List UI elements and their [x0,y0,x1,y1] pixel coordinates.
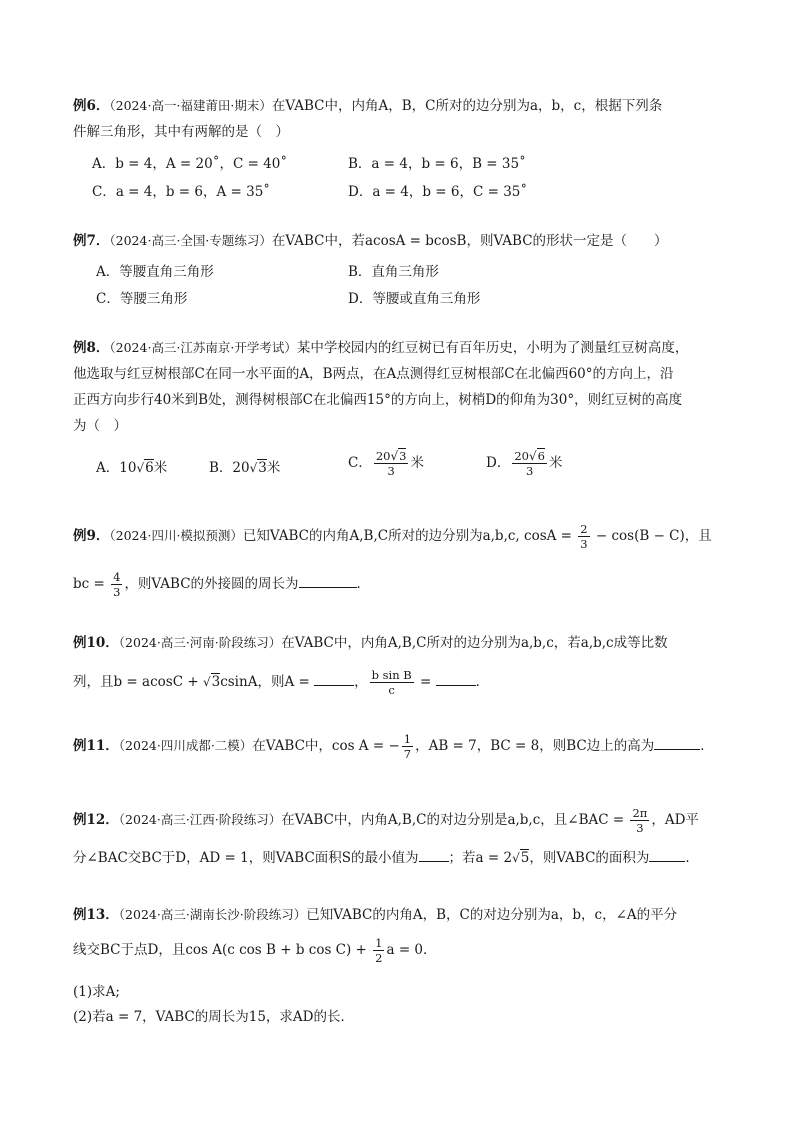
question-11-stem-2: ，AB = 7，BC = 8，则BC边上的高为 [415,738,655,754]
option-a-unit: 米 [153,460,168,476]
option-b-prefix: B． [209,460,233,476]
question-6-source: （2024·高一·福建莆田·期末） [109,98,272,113]
question-8-option-d[interactable] [486,449,562,478]
answer-blank[interactable] [299,573,357,588]
question-6-option-c[interactable]: C．a = 4，b = 6，A = 35˚ [92,184,271,200]
option-c-fraction [374,449,409,478]
option-d-prefix: D． [486,455,511,471]
fraction-denominator: 3 [580,537,588,551]
question-12-radicand: 5 [520,850,530,866]
question-10-stem-b4: = [415,674,436,690]
fraction-denominator: c [388,683,395,697]
question-6-stem-cont: 件解三角形，其中有两解的是（ ） [73,124,289,140]
question-7 [73,228,723,254]
question-7-source: （2024·高三·全国·专题练习） [109,233,272,248]
question-10-source: （2024·高三·河南·阶段练习） [118,635,282,650]
question-8-option-c[interactable] [348,449,424,478]
question-12-stem: 在VABC中，内角A,B,C的对边分别是a,b,c，且∠BAC = [281,812,629,828]
question-10-line-2 [73,668,489,697]
question-12-label: 例12． [73,812,119,828]
question-11-source: （2024·四川成都·二模） [118,738,253,753]
question-12-stem-b2: ；若a = 2 [448,850,513,866]
question-13-sub-1: (1)求A; [73,984,120,1000]
question-9-fraction [578,522,589,551]
question-12 [73,806,699,835]
question-11-fraction [402,732,413,761]
option-c-num-radicand: 3 [399,449,407,463]
fraction-denominator: 3 [636,821,644,835]
sqrt-icon: √ [202,675,211,689]
option-b-radicand: 3 [258,460,267,476]
fraction-numerator: b sin B [371,668,412,682]
fraction-numerator: 2π [632,806,648,820]
answer-blank-2[interactable] [649,847,685,862]
question-8-stem-3: 正西方向步行40米到B处，测得树根部C在北偏西15°的方向上，树梢D的仰角为30°，则红豆树的高度 [73,392,683,408]
question-11-stem: 在VABC中，cos A = − [252,738,400,754]
option-d-den: 3 [525,464,534,478]
sqrt-icon: √ [390,449,399,463]
sqrt-icon: √ [528,449,537,463]
option-b-coef: 20 [232,460,250,476]
sqrt-icon: √ [136,461,145,475]
option-d-num-coef: 20 [514,449,529,463]
question-8-stem-4: 为（ ） [73,418,127,434]
question-12-stem-2: ，AD平 [651,812,699,828]
question-12-stem-b1: 分∠BAC交BC于D，AD = 1，则VABC面积S的最小值为 [73,850,419,866]
question-9-line-2 [73,570,370,599]
fraction-denominator: 7 [403,747,412,761]
question-8-option-a[interactable] [96,456,167,476]
question-13-source: （2024·高三·湖南长沙·阶段练习） [118,907,307,922]
question-10-radicand: 3 [211,674,221,690]
fraction-denominator: 2 [375,951,383,965]
question-7-option-d[interactable]: D．等腰或直角三角形 [348,291,481,307]
question-13-line-2 [73,936,437,965]
question-10-stem-b3: ， [354,674,368,690]
question-12-source: （2024·高三·江西·阶段练习） [118,812,282,827]
question-10-fraction [370,668,414,697]
question-13-label: 例13． [73,907,119,923]
question-9-source: （2024·四川·模拟预测） [109,528,243,543]
question-8-stem-2: 他选取与红豆树根部C在同一水平面的A，B两点，在A点测得红豆树根部C在北偏西60°的方向上，沿 [73,366,674,382]
question-9-stem-b1: bc = [73,576,110,592]
option-d-num-radicand: 6 [537,449,545,463]
fraction-numerator: 4 [113,570,121,584]
question-7-option-c[interactable]: C．等腰三角形 [96,291,188,307]
question-10 [73,630,723,656]
question-8-option-b[interactable] [209,456,280,476]
question-6 [73,93,723,145]
fraction-numerator: 2 [580,522,588,536]
sqrt-icon: √ [249,461,258,475]
question-6-option-a[interactable]: A．b = 4，A = 20˚，C = 40˚ [92,156,288,172]
answer-blank-1[interactable] [419,847,449,862]
question-8-label: 例8． [73,340,110,356]
question-8-stem: 某中学校园内的红豆树已有百年历史，小明为了测量红豆树高度， [296,340,689,356]
option-d-unit: 米 [548,455,563,471]
question-13-sub-2: (2)若a = 7，VABC的周长为15，求AD的长． [73,1009,354,1025]
question-13 [73,902,723,928]
option-d-fraction [512,449,547,478]
question-12-stem-b4: ． [685,850,699,866]
question-10-stem-b5: ． [475,674,490,690]
question-13-stem: 已知VABC的内角A，B，C的对边分别为a，b，c，∠A的平分 [306,907,678,923]
question-9-stem: 已知VABC的内角A,B,C所对的边分别为a,b,c, cosA = [242,528,577,544]
question-6-label: 例6． [73,98,110,114]
question-11 [73,732,714,761]
question-8 [73,335,723,439]
fraction-numerator: 1 [403,732,412,746]
question-10-label: 例10． [73,635,119,651]
option-c-den: 3 [387,464,395,478]
answer-blank-1[interactable] [314,671,354,686]
question-13-fraction [373,936,384,965]
question-11-label: 例11． [73,738,119,754]
question-7-stem: 在VABC中，若acosA = bcosB，则VABC的形状一定是（ ） [271,233,668,249]
fraction-denominator: 3 [113,585,121,599]
option-c-num-coef: 20 [375,449,391,463]
fraction-numerator: 1 [375,936,383,950]
sqrt-icon: √ [512,851,520,865]
question-10-stem-b2: csinA，则A = [220,674,315,690]
question-10-stem-b1: 列，且b = acosC + [73,674,203,690]
option-b-unit: 米 [266,460,281,476]
question-6-stem: 在VABC中，内角A，B，C所对的边分别为a，b，c，根据下列条 [271,98,663,114]
question-6-option-d[interactable]: D．a = 4，b = 6，C = 35˚ [348,184,528,200]
question-9-label: 例9． [73,528,110,544]
question-6-option-b[interactable]: B．a = 4，b = 6，B = 35˚ [348,156,526,172]
question-9-stem-b3: ． [356,576,371,592]
question-11-stem-3: ． [700,738,714,754]
option-c-unit: 米 [410,455,424,471]
question-9-fraction-2 [111,570,122,599]
answer-blank[interactable] [654,735,700,750]
question-7-option-b[interactable]: B．直角三角形 [348,264,439,280]
option-a-radicand: 6 [145,460,154,476]
answer-blank-2[interactable] [436,671,476,686]
option-a-prefix: A． [96,460,120,476]
question-9-stem-cont: − cos(B − C)，且 [591,528,712,544]
question-12-stem-b3: ，则VABC的面积为 [529,850,650,866]
question-8-source: （2024·高三·江苏南京·开学考试） [109,340,297,355]
question-9 [73,522,712,551]
question-9-stem-b2: ，则VABC的外接圆的周长为 [124,576,299,592]
option-a-coef: 10 [119,460,137,476]
option-c-prefix: C． [348,455,372,471]
question-12-fraction [630,806,649,835]
question-10-stem: 在VABC中，内角A,B,C所对的边分别为a,b,c，若a,b,c成等比数 [281,635,668,651]
question-13-stem-b2: a = 0． [386,942,437,958]
question-12-line-2 [73,846,699,866]
question-7-option-a[interactable]: A．等腰直角三角形 [96,264,214,280]
question-7-label: 例7． [73,233,110,249]
question-13-stem-b1: 线交BC于点D，且cos A(c cos B + b cos C) + [73,942,372,958]
